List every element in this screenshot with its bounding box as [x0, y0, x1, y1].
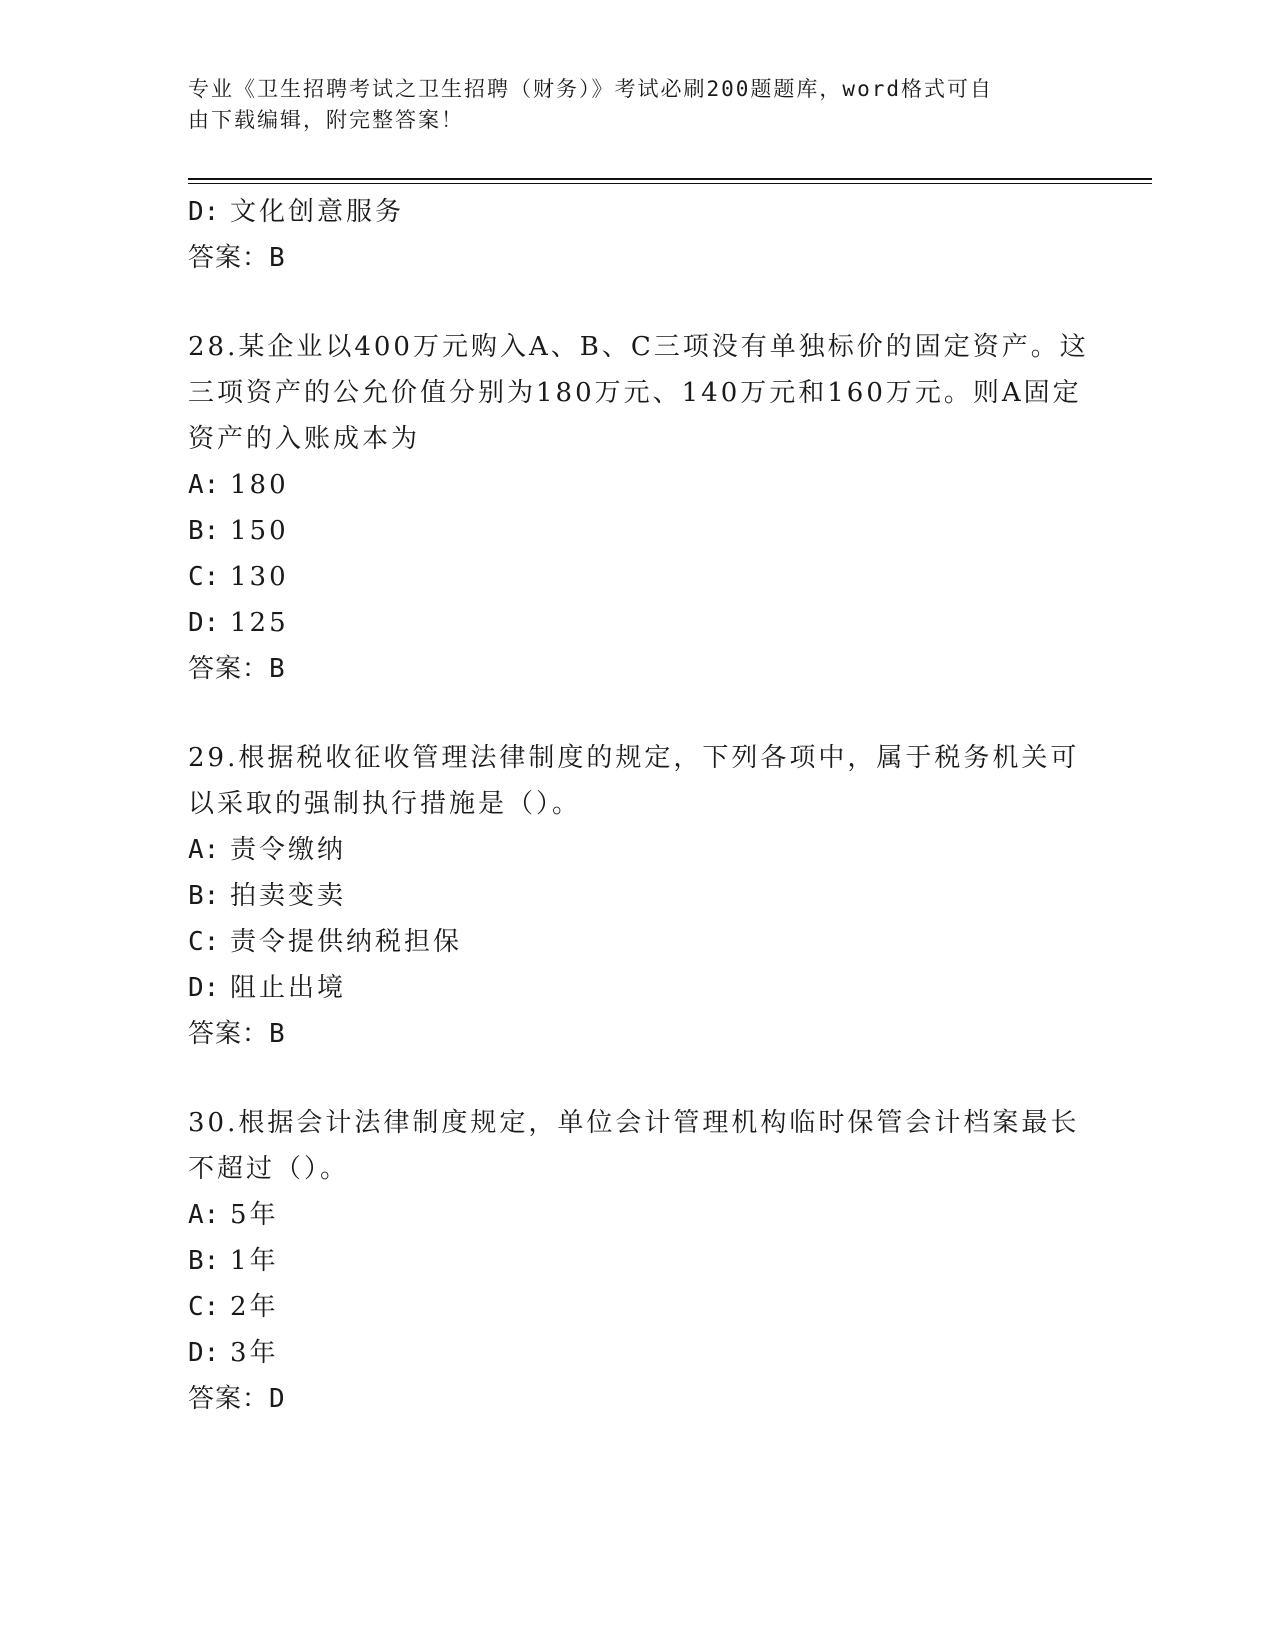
answer-label: 答案： [188, 654, 270, 684]
option-key: D: [188, 1338, 220, 1368]
question-text-line: 30.根据会计法律制度规定，单位会计管理机构临时保管会计档案最长 [188, 1108, 1080, 1138]
question-text-line: 29.根据税收征收管理法律制度的规定，下列各项中，属于税务机关可 [188, 743, 1080, 773]
option-key: D: [188, 197, 220, 227]
option-key: C: [188, 562, 220, 592]
header-rule-thick [188, 178, 1152, 180]
header-line-2: 由下载编辑，附完整答案！ [188, 108, 464, 132]
question-content [188, 189, 1088, 1422]
question-text-line: 三项资产的公允价值分别为180万元、140万元和160万元。则A固定 [188, 378, 1082, 408]
option-d [188, 189, 1088, 235]
option-text: 2年 [230, 1292, 279, 1322]
question-28 [188, 324, 1088, 692]
answer-value: B [269, 654, 286, 684]
option-text: 文化创意服务 [230, 197, 405, 227]
option-key: C: [188, 1292, 220, 1322]
header-line-1: 专业《卫生招聘考试之卫生招聘（财务）》考试必刷200题题库，word格式可自 [188, 77, 993, 101]
option-key: D: [188, 608, 220, 638]
question-text-line: 不超过（）。 [188, 1154, 350, 1184]
page-header [188, 74, 1078, 136]
option-a [188, 462, 1088, 508]
option-text: 5年 [230, 1200, 279, 1230]
option-c [188, 919, 1088, 965]
question-text-line: 28.某企业以400万元购入A、B、C三项没有单独标价的固定资产。这 [188, 332, 1089, 362]
answer-value: D [269, 1384, 286, 1414]
option-b [188, 508, 1088, 554]
question-text-line: 资产的入账成本为 [188, 424, 421, 454]
option-d [188, 600, 1088, 646]
option-d [188, 1330, 1088, 1376]
option-text: 180 [230, 470, 289, 500]
answer-line [188, 646, 1088, 692]
option-b [188, 1238, 1088, 1284]
option-a [188, 1192, 1088, 1238]
option-d [188, 965, 1088, 1011]
header-rule-thin [188, 183, 1152, 184]
option-text: 责令提供纳税担保 [230, 927, 463, 957]
option-text: 150 [230, 516, 289, 546]
option-text: 1年 [230, 1246, 279, 1276]
option-key: B: [188, 881, 220, 911]
option-a [188, 827, 1088, 873]
option-key: B: [188, 516, 220, 546]
answer-value: B [269, 1019, 286, 1049]
question-30 [188, 1100, 1088, 1422]
question-29 [188, 735, 1088, 1057]
option-text: 拍卖变卖 [230, 881, 347, 911]
option-key: C: [188, 927, 220, 957]
option-key: B: [188, 1246, 220, 1276]
option-text: 责令缴纳 [230, 835, 347, 865]
question-text-line: 以采取的强制执行措施是（）。 [188, 789, 582, 819]
answer-value: B [269, 243, 286, 273]
option-c [188, 554, 1088, 600]
option-key: A: [188, 1200, 220, 1230]
answer-line [188, 1376, 1088, 1422]
option-text: 3年 [230, 1338, 279, 1368]
option-key: A: [188, 470, 220, 500]
option-b [188, 873, 1088, 919]
option-text: 阻止出境 [230, 973, 347, 1003]
answer-line [188, 1011, 1088, 1057]
answer-label: 答案： [188, 243, 270, 273]
option-text: 125 [230, 608, 289, 638]
option-c [188, 1284, 1088, 1330]
option-key: A: [188, 835, 220, 865]
answer-label: 答案： [188, 1019, 270, 1049]
option-key: D: [188, 973, 220, 1003]
answer-label: 答案： [188, 1384, 270, 1414]
option-text: 130 [230, 562, 289, 592]
answer-line [188, 235, 1088, 281]
